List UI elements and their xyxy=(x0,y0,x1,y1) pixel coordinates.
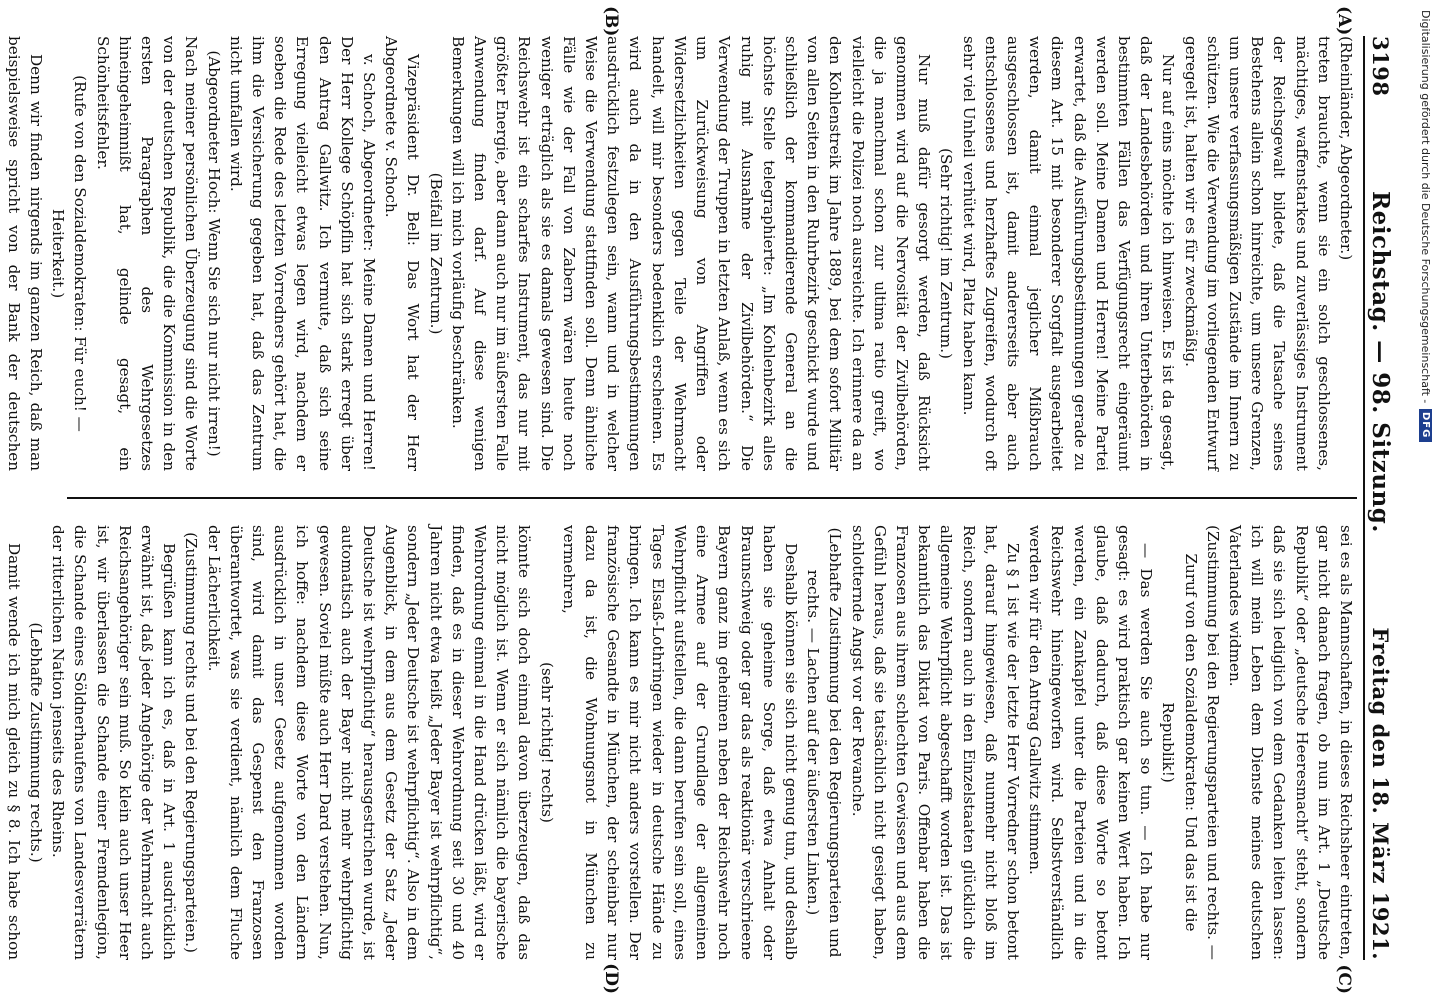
interjection: (Rufe von den Sozialdemokraten: Für euch! — Heiterkeit.) xyxy=(49,75,90,432)
margin-mark-d: (D) xyxy=(601,963,621,994)
dfg-logo: DFG xyxy=(1419,409,1432,441)
paragraph: Deshalb können sie sich nicht genug tun, und deshalb haben sie geheime Sorge, daß etwa Anhalt oder Braunschweig oder gar das als reaktionär verschrieene Bayern ganz im geheimen neben der Reichswehr noch eine Armee auf der Grundlage der allgemeinen Wehrpflicht aufstellen, die dann berufen sein soll, eines Tages Elsaß-Lothringen wieder in deutsche Hände zu bringen. Ich kann es mir nicht anders vorstellen. Der französische Gesandte in München, der scheinbar nur dazu da ist, die Wohnungsnot in München zu vermehren, xyxy=(559,525,800,960)
paragraph: Zu § 1 ist wie der letzte Herr Vorredner schon betont hat, darauf hingewiesen, daß nunmehr nicht bloß im Reich, sondern auch in den Einzelstaaten glücklich die allgemeine Wehrpflicht abgeschafft worden ist. Das ist bekanntlich das Diktat von Paris. Offenbar haben die Franzosen aus ihrem schlechten Gewissen und aus dem Gefühl heraus, daß sie tatsächlich nicht gesiegt haben, schlotternde Angst vor der Revanche. xyxy=(848,525,1022,960)
paragraph: sei es als Mannschaften, in dieses Reichsheer eintreten, gar nicht danach fragen, ob nun im Art. 1 „Deutsche Republik“ oder „deutsche Heeresmacht“ steht, sondern daß sie sich lediglich von dem Gedanken leiten lassen: ich will mein Leben dem Dienste meines deutschen Vaterlandes widmen. xyxy=(1225,525,1355,960)
page-number: 3198 xyxy=(1368,36,1393,97)
paragraph: Nur auf eins möchte ich hinweisen. Es ist da gesagt, daß der Landesbehörden und ihren Unterbehörden in bestimmten Fällen das Verfügungsrecht eingeräumt werden soll. Meine Damen und Herren! Meine Partei erwartet, daß die Ausführungsbestimmungen gerade zu diesem Art. 15 mit besonderer Sorgfalt ausgearbeitet werden, damit einmal jeglicher Mißbrauch ausgeschlossen ist, damit andererseits aber auch entschlossenes und herzhaftes Zugreifen, wodurch oft sehr viel Unheil verhütet wird, Platz haben kann. xyxy=(959,36,1178,471)
interjection: (Zustimmung rechts und bei den Regierungsparteien.) xyxy=(182,532,201,953)
paragraph: Nach meiner persönlichen Überzeugung sind die Worte von der deutschen Republik, die die Kommission in den ersten Paragraphen des Wehrgesetzes hineingeheimnißt hat, gelinde gesagt, ein Schönheitsfehler. xyxy=(93,36,201,471)
digitization-note xyxy=(1419,10,1432,442)
paragraph: (Rheinländer, Abgeordneter.) xyxy=(1337,36,1355,261)
right-column xyxy=(4,525,1357,994)
paragraph: könnte sich doch einmal davon überzeugen, daß das nicht möglich ist. Wenn er sich nämlich die bayerische Wehrordnung einmal in die Hand drücken läßt, wird er finden, daß es in dieser Wehrordnung seit 30 und 40 Jahren nicht etwa heißt „Jeder Bayer ist wehrpflichtig“, sondern „Jeder Deutsche ist wehrpflichtig“. Also in dem Augenblick, in dem aus dem Gesetz der Satz „Jeder Deutsche ist wehrpflichtig“ herausgestrichen wurde, ist automatisch auch der Bayer nicht mehr wehrpflichtig gewesen. Soviel müßte auch Herr Dard verstehen. Nun, ich hoffe: nachdem diese Worte von den Ländern ausdrücklich in unser Gesetz aufgenommen worden sind, wird damit das Gespenst den Franzosen überantwortet, was sie verdient, nämlich dem Fluche der Lächerlichkeit. xyxy=(204,525,534,960)
interjection: (Lebhafte Zustimmung rechts.) xyxy=(27,622,46,863)
running-head xyxy=(1363,36,1394,960)
margin-mark-b: (B) xyxy=(601,6,621,37)
margin-mark-a: (A) xyxy=(1334,6,1354,36)
paragraph: — Das werden Sie auch so tun. — Ich habe nur gesagt: es wird praktisch gar keinen Wert haben. Ich glaube, daß dadurch, daß diese Worte so betont werden, ein Zankapfel unter die Parteien und in die Reichswehr hineingeworfen wird. Selbstverständlich werden wir für den Antrag Gallwitz stimmen. xyxy=(1026,525,1156,960)
paragraph: Begrüßen kann ich es, daß in Art. 1 ausdrücklich erwähnt ist, daß jeder Angehörige der Wehrmacht auch Reichsangehöriger sein muß. So klein auch unser Heer ist, wir überlassen die Schande einer Fremdenlegion, die Schande eines Söldnerhaufens von Landesverrätern der ritterlichen Nation jenseits des Rheins. xyxy=(49,525,179,960)
session-date: Freitag den 18. März 1921. xyxy=(1368,627,1393,960)
column-rule xyxy=(67,497,1357,499)
text-columns xyxy=(4,6,1357,994)
interjection: (Zustimmung bei den Regierungsparteien und rechts. — Zuruf von den Sozialdemokraten: Und das ist die Republik!) xyxy=(1159,525,1222,960)
paragraph: Vizepräsident Dr. Bell: Das Wort hat der Herr Abgeordnete v. Schoch. xyxy=(382,36,423,471)
paragraph: treten brauchte, wenn sie ein solch geschlossenes, mächtiges, waffenstarkes und zuverlässiges Instrument der Reichsgewalt bildete, daß die Tatsache seines Bestehens allein schon hinreichte, um unsere Grenzen, um unsere verfassungsmäßigen Zustände im Innern zu schützen. Wie die Verwendung im vorliegenden Entwurf geregelt ist, halten wir es für zweckmäßig. xyxy=(1181,36,1333,471)
interjection: (Sehr richtig! im Zentrum.) xyxy=(937,148,956,359)
left-column xyxy=(4,6,1357,471)
paragraph: Nur muß dafür gesorgt werden, daß Rücksicht genommen wird auf die Nervosität der Zivilbehörden, die ja manchmal schon zur ultima ratio greift, wo vielleicht die Polizei noch ausreichte. Ich erinnere da an den Kohlenstreik im Jahre 1889, bei dem sofort Militär von allen Seiten in den Ruhrbezirk geschickt wurde und schließlich der kommandierende General an die höchste Stelle telegraphierte: „Im Kohlenbezirk alles ruhig mit Ausnahme der Zivilbehörden.“ Die Verwendung der Truppen in letzten Anlaß, wenn es sich um Zurückweisung von Angriffen oder Widersetzlichkeiten gegen Teile der Wehrmacht handelt, will mir besonders bedenklich erscheinen. Es wird auch da in den Ausführungsbestimmungen ausdrücklich festzulegen sein, wann und in welcher Weise die Verwendung stattfinden soll. Denn ähnliche Fälle wie der Fall von Zabern wären heute noch weniger erträglich als sie es damals gewesen sind. Die Reichswehr ist ein scharfes Instrument, das nur mit größter Energie, aber dann auch nur im äußersten Falle Anwendung finden darf. Auf diese wenigen Bemerkungen will ich mich vorläufig beschränken. xyxy=(448,36,934,471)
dfg-note-text: Digitalisierung gefördert durch die Deutsche Forschungsgemeinschaft - xyxy=(1419,10,1432,404)
interjection: (Beifall im Zentrum.) xyxy=(426,172,445,335)
margin-mark-c: (C) xyxy=(1334,964,1354,994)
interjection: (sehr richtig! rechts) xyxy=(537,662,556,823)
interjection: (Abgeordneter Hoch: Wenn Sie sich nur nicht irren!) xyxy=(204,50,223,457)
paragraph: Damit wende ich mich gleich zu § 8. Ich habe schon xyxy=(4,543,23,960)
interjection: (Lebhafte Zustimmung bei den Regierungsparteien und rechts. — Lachen auf der äußersten Linken.) xyxy=(804,527,845,958)
paragraph: Denn wir finden nirgends im ganzen Reich, daß man beispielsweise spricht von der Bank der deutschen xyxy=(4,36,46,471)
paragraph: v. Schoch, Abgeordneter: Meine Damen und Herren! Der Herr Kollege Schöpflin hat sich stark erregt über den Antrag Gallwitz. Ich vermute, daß sich seine Erregung vielleicht etwas legen wird, nachdem er soeben die Rede des letzten Vorredners gehört hat, die ihm die Versicherung gegeben hat, daß das Zentrum nicht umfallen wird. xyxy=(226,36,379,471)
session-title: Reichstag. — 98. Sitzung. xyxy=(1367,190,1394,533)
